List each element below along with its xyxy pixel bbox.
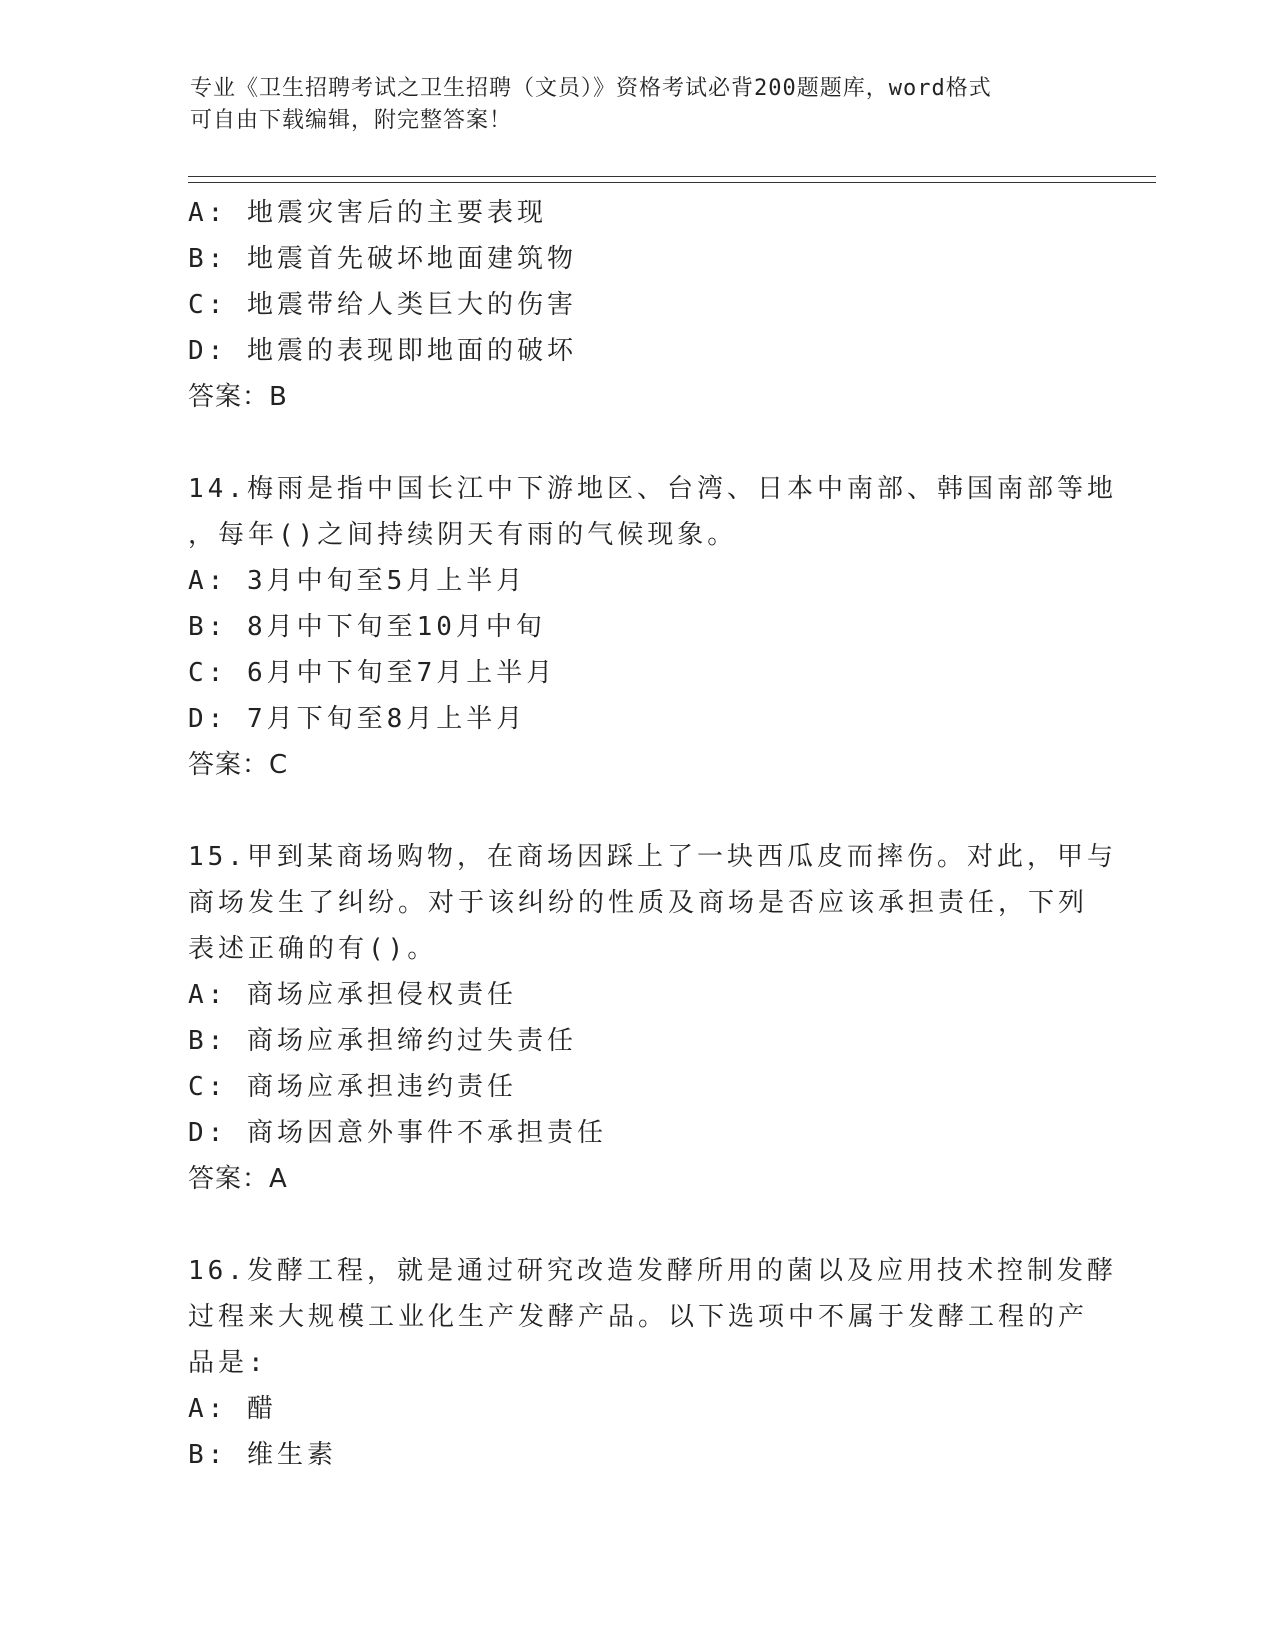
option-b: B: 商场应承担缔约过失责任 (188, 1026, 577, 1056)
answer-line: 答案：A (188, 1164, 288, 1194)
question-15 (188, 834, 1117, 1202)
option-c: C: 商场应承担违约责任 (188, 1072, 517, 1102)
option-a: A: 商场应承担侵权责任 (188, 980, 517, 1010)
option-c: C: 6月中下旬至7月上半月 (188, 658, 557, 688)
question-13 (188, 190, 1088, 420)
option-b: B: 8月中下旬至10月中旬 (188, 612, 546, 642)
answer-line: 答案：C (188, 750, 289, 780)
spacer (188, 1202, 1088, 1248)
question-stem-line: 表述正确的有()。 (188, 934, 438, 964)
header-title-line-1: 专业《卫生招聘考试之卫生招聘（文员）》资格考试必背200题题库，word格式 (190, 76, 992, 101)
option-a: A: 地震灾害后的主要表现 (188, 198, 547, 228)
spacer (188, 420, 1088, 466)
question-16 (188, 1248, 1117, 1478)
option-d: D: 商场因意外事件不承担责任 (188, 1118, 607, 1148)
option-b: B: 地震首先破坏地面建筑物 (188, 244, 577, 274)
answer-line: 答案：B (188, 382, 288, 412)
spacer (188, 788, 1088, 834)
option-d: D: 7月下旬至8月上半月 (188, 704, 527, 734)
question-stem-line: 14.梅雨是指中国长江中下游地区、台湾、日本中南部、韩国南部等地 (188, 474, 1117, 504)
question-list (188, 190, 1117, 1478)
header-divider-top (188, 176, 1156, 177)
question-stem-line: 商场发生了纠纷。对于该纠纷的性质及商场是否应该承担责任，下列 (188, 888, 1089, 918)
option-b: B: 维生素 (188, 1440, 337, 1470)
question-stem-line: ，每年()之间持续阴天有雨的气候现象。 (188, 520, 738, 550)
option-a: A: 3月中旬至5月上半月 (188, 566, 527, 596)
question-stem-line: 16.发酵工程，就是通过研究改造发酵所用的菌以及应用技术控制发酵 (188, 1256, 1117, 1286)
option-d: D: 地震的表现即地面的破坏 (188, 336, 577, 366)
question-14 (188, 466, 1117, 788)
header-divider-bottom (188, 182, 1156, 183)
question-stem-line: 15.甲到某商场购物，在商场因踩上了一块西瓜皮而摔伤。对此，甲与 (188, 842, 1117, 872)
document-header (190, 73, 1090, 137)
option-a: A: 醋 (188, 1394, 277, 1424)
header-title-line-2: 可自由下载编辑，附完整答案！ (190, 108, 513, 133)
question-stem-line: 过程来大规模工业化生产发酵产品。以下选项中不属于发酵工程的产 (188, 1302, 1089, 1332)
question-stem-line: 品是: (188, 1348, 268, 1378)
option-c: C: 地震带给人类巨大的伤害 (188, 290, 577, 320)
